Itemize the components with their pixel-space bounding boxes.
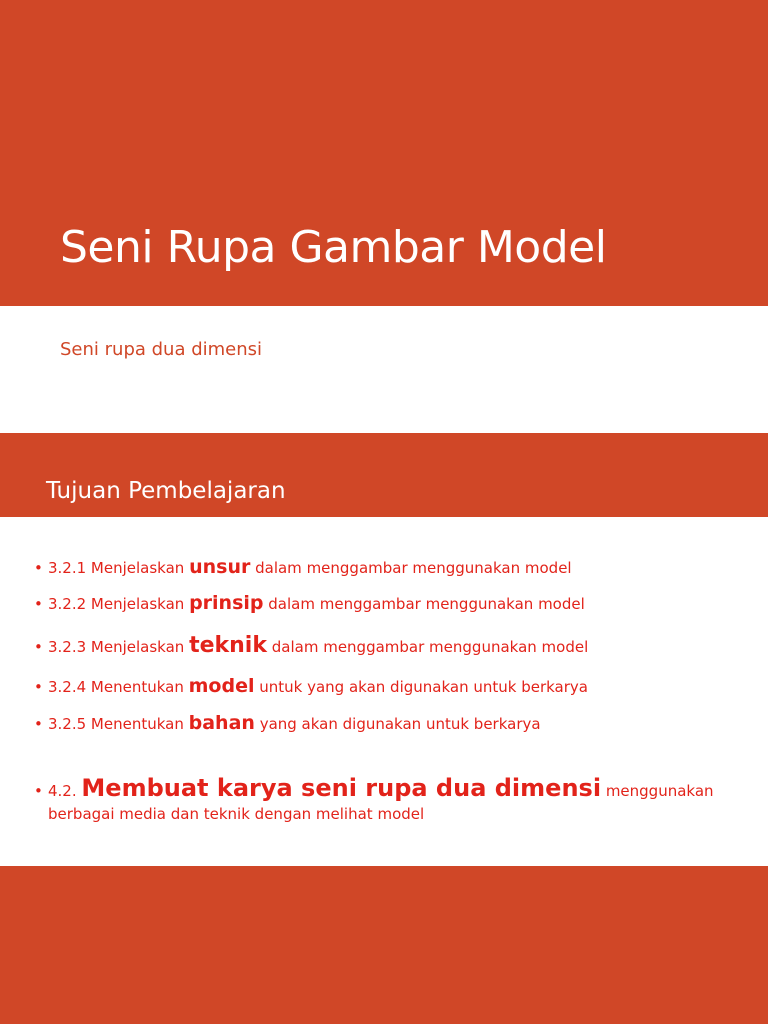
- objective-suffix: dalam menggambar menggunakan model: [263, 595, 585, 613]
- competency-continuation: berbagai media dan teknik dengan melihat model: [48, 805, 425, 823]
- bullet-icon: •: [34, 559, 43, 577]
- bullet-icon: •: [34, 678, 43, 696]
- objective-keyword: prinsip: [189, 592, 264, 614]
- objective-suffix: untuk yang akan digunakan untuk berkarya: [254, 678, 588, 696]
- competency-suffix: menggunakan: [601, 782, 714, 800]
- objective-suffix: dalam menggambar menggunakan model: [250, 559, 572, 577]
- objective-item: [34, 633, 588, 659]
- competency-keyword: Membuat karya seni rupa dua dimensi: [81, 774, 602, 802]
- presentation-subtitle: Seni rupa dua dimensi: [60, 339, 263, 360]
- objective-keyword: model: [188, 675, 255, 697]
- objective-suffix: yang akan digunakan untuk berkarya: [254, 715, 541, 733]
- objective-prefix: 3.2.5 Menentukan: [48, 715, 189, 733]
- objective-keyword: bahan: [188, 712, 255, 734]
- objective-item: [34, 556, 572, 579]
- objective-prefix: 3.2.4 Menentukan: [48, 678, 189, 696]
- bullet-icon: •: [34, 782, 43, 800]
- objective-keyword: teknik: [189, 633, 267, 658]
- objective-item: [34, 712, 541, 735]
- title-slide-lower-panel: [0, 306, 768, 433]
- objective-keyword: unsur: [189, 556, 251, 578]
- competency-item: [34, 774, 714, 803]
- objective-prefix: 3.2.1 Menjelaskan: [48, 559, 190, 577]
- bullet-icon: •: [34, 638, 43, 656]
- bullet-icon: •: [34, 595, 43, 613]
- bullet-icon: •: [34, 715, 43, 733]
- presentation-title: Seni Rupa Gambar Model: [60, 222, 607, 273]
- objective-suffix: dalam menggambar menggunakan model: [266, 638, 589, 656]
- objective-item: [34, 675, 588, 698]
- objective-prefix: 3.2.2 Menjelaskan: [48, 595, 190, 613]
- objectives-slide-title: Tujuan Pembelajaran: [46, 478, 286, 504]
- next-slide-banner: [0, 866, 768, 1024]
- objective-item: [34, 592, 585, 615]
- objective-prefix: 3.2.3 Menjelaskan: [48, 638, 190, 656]
- competency-prefix: 4.2.: [48, 782, 82, 800]
- objectives-slide-header: [0, 433, 768, 517]
